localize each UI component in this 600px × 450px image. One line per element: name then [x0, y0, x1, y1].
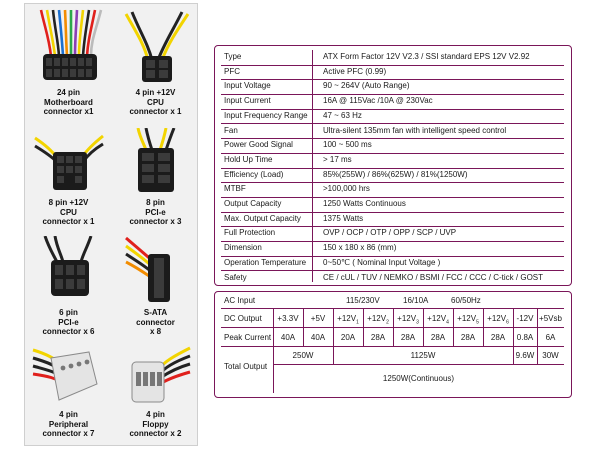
- spec-row-input-frequency: [221, 109, 564, 125]
- connector-4pin-cpu-caption: 4 pin +12V CPU connector x 1: [129, 88, 182, 116]
- ac-frequency: 60/50Hz: [451, 296, 481, 305]
- spec-label: Input Current: [224, 96, 271, 106]
- total-continuous: 1250W(Continuous): [382, 374, 455, 383]
- connector-8pin-pcie-caption: 8 pin PCI-e connector x 3: [129, 198, 182, 226]
- spec-row-power-good: [221, 138, 564, 154]
- connector-sata-caption: S-ATA connector x 8: [136, 308, 175, 336]
- rail-header-12v5: $+12V_5$: [457, 314, 479, 326]
- spec-label: Safety: [224, 272, 247, 282]
- ac-input-label: AC Input: [224, 296, 256, 305]
- spec-row-safety: [221, 271, 564, 286]
- rail-header-3v3: +3.3V: [277, 314, 299, 323]
- spec-value: 16A @ 115Vac /10A @ 230Vac: [323, 96, 433, 106]
- spec-label: Dimension: [224, 243, 262, 253]
- spec-row-dimension: [221, 241, 564, 257]
- spec-label: Operation Temperature: [224, 257, 307, 267]
- connector-8pin-cpu: [25, 128, 112, 227]
- spec-row-operation-temp: [221, 256, 564, 272]
- spec-label: Hold Up Time: [224, 154, 273, 164]
- connector-sata-image: [118, 236, 194, 308]
- spec-label: Output Capacity: [224, 199, 282, 208]
- peak-12v1: 20A: [340, 333, 356, 342]
- connector-sata: [112, 236, 199, 337]
- spec-label: Type: [224, 52, 242, 61]
- connector-8pin-cpu-image: [31, 128, 107, 198]
- spec-value: 0~50℃ ( Nominal Input Voltage ): [323, 257, 441, 267]
- connector-4pin-peripheral: [25, 344, 112, 439]
- spec-row-fan: [221, 124, 564, 140]
- spec-label: Fan: [224, 125, 238, 135]
- spec-table: [214, 45, 572, 286]
- peak-12v6: 28A: [490, 333, 506, 342]
- spec-value: Ultra-silent 135mm fan with intelligent speed control: [323, 125, 507, 135]
- total-minus12v: 9.6W: [515, 351, 535, 360]
- ac-current: 16/10A: [403, 296, 429, 305]
- peak-5v: 40A: [310, 333, 326, 342]
- spec-value: CE / cUL / TUV / NEMKO / BSMI / FCC / CCC / C-tick / GOST: [323, 272, 544, 282]
- connector-panel: [24, 3, 198, 446]
- spec-row-type: [221, 50, 564, 66]
- spec-value: >100,000 hrs: [323, 184, 370, 194]
- connector-4pin-floppy: [112, 344, 199, 439]
- spec-row-input-current: [221, 94, 564, 110]
- spec-row-input-voltage: [221, 79, 564, 95]
- spec-row-protection: [221, 226, 564, 242]
- dc-output-label: DC Output: [224, 314, 262, 323]
- spec-value: OVP / OCP / OTP / OPP / SCP / UVP: [323, 228, 457, 238]
- spec-row-mtbf: [221, 182, 564, 198]
- connector-4pin-floppy-caption: 4 pin Floppy connector x 2: [129, 410, 182, 438]
- spec-row-pfc: [221, 65, 564, 81]
- rail-header-12v3: $+12V_3$: [397, 314, 419, 326]
- spec-value: 1375 Watts: [323, 213, 364, 223]
- row-divider-partial: [273, 364, 564, 365]
- connector-4pin-cpu: [112, 8, 199, 117]
- connector-6pin-pcie-image: [31, 236, 107, 308]
- spec-row-efficiency: [221, 168, 564, 184]
- spec-value: 85%(255W) / 86%(625W) / 81%(1250W): [323, 169, 468, 179]
- ac-voltage: 115/230V: [346, 296, 380, 305]
- rail-header-5v: +5V: [310, 314, 326, 323]
- spec-label: Efficiency (Load): [224, 169, 284, 179]
- peak-12v4: 28A: [430, 333, 446, 342]
- spec-value: 150 x 180 x 86 (mm): [323, 243, 397, 253]
- rail-header-12v6: $+12V_6$: [487, 314, 509, 326]
- spec-label: Input Frequency Range: [224, 110, 308, 120]
- spec-row-hold-up: [221, 153, 564, 169]
- rail-header-minus12v: -12V: [516, 314, 534, 323]
- spec-value: Active PFC (0.99): [323, 66, 387, 76]
- peak-current-label: Peak Current: [224, 333, 272, 342]
- spec-value: 47 ~ 63 Hz: [323, 110, 362, 120]
- peak-3v3: 40A: [280, 333, 296, 342]
- total-low-rails: 250W: [292, 351, 314, 360]
- rail-header-12v2: $+12V_2$: [367, 314, 389, 326]
- total-output-label: Total Output: [224, 362, 268, 371]
- spec-label: Input Voltage: [224, 81, 271, 91]
- rail-header-5vsb: +5Vsb: [539, 314, 562, 323]
- connector-24pin-caption: 24 pin Motherboard connector x1: [43, 88, 94, 116]
- peak-minus12v: 0.8A: [516, 333, 534, 342]
- spec-value: 1250 Watts Continuous: [323, 199, 406, 208]
- total-12v-rails: 1125W: [410, 351, 436, 360]
- connector-4pin-peripheral-caption: 4 pin Peripheral connector x 7: [42, 410, 95, 438]
- spec-value: 90 ~ 264V (Auto Range): [323, 81, 410, 91]
- peak-12v2: 28A: [370, 333, 386, 342]
- connector-6pin-pcie: [25, 236, 112, 337]
- spec-label: Power Good Signal: [224, 140, 293, 150]
- connector-4pin-cpu-image: [118, 8, 194, 88]
- connector-8pin-cpu-caption: 8 pin +12V CPU connector x 1: [42, 198, 95, 226]
- connector-8pin-pcie: [112, 128, 199, 227]
- rail-header-12v1: $+12V_1$: [337, 314, 359, 326]
- connector-24pin: [25, 8, 112, 117]
- connector-6pin-pcie-caption: 6 pin PCI-e connector x 6: [42, 308, 95, 336]
- spec-label: Full Protection: [224, 228, 276, 238]
- connector-24pin-image: [31, 8, 107, 88]
- peak-12v3: 28A: [400, 333, 416, 342]
- connector-4pin-floppy-image: [118, 344, 194, 410]
- spec-value: > 17 ms: [323, 154, 352, 164]
- total-5vsb: 30W: [542, 351, 559, 360]
- spec-label: PFC: [224, 66, 240, 76]
- spec-row-output-capacity: [221, 197, 564, 213]
- spec-label: MTBF: [224, 184, 246, 194]
- spec-value: ATX Form Factor 12V V2.3 / SSI standard EPS 12V V2.92: [323, 52, 530, 61]
- spec-label: Max. Output Capacity: [224, 213, 301, 223]
- spec-value: 100 ~ 500 ms: [323, 140, 372, 150]
- output-table: [214, 291, 572, 398]
- connector-4pin-peripheral-image: [31, 344, 107, 410]
- connector-8pin-pcie-image: [118, 128, 194, 198]
- peak-5vsb: 6A: [545, 333, 556, 342]
- spec-row-max-output: [221, 212, 564, 228]
- peak-12v5: 28A: [460, 333, 476, 342]
- rail-header-12v4: $+12V_4$: [427, 314, 449, 326]
